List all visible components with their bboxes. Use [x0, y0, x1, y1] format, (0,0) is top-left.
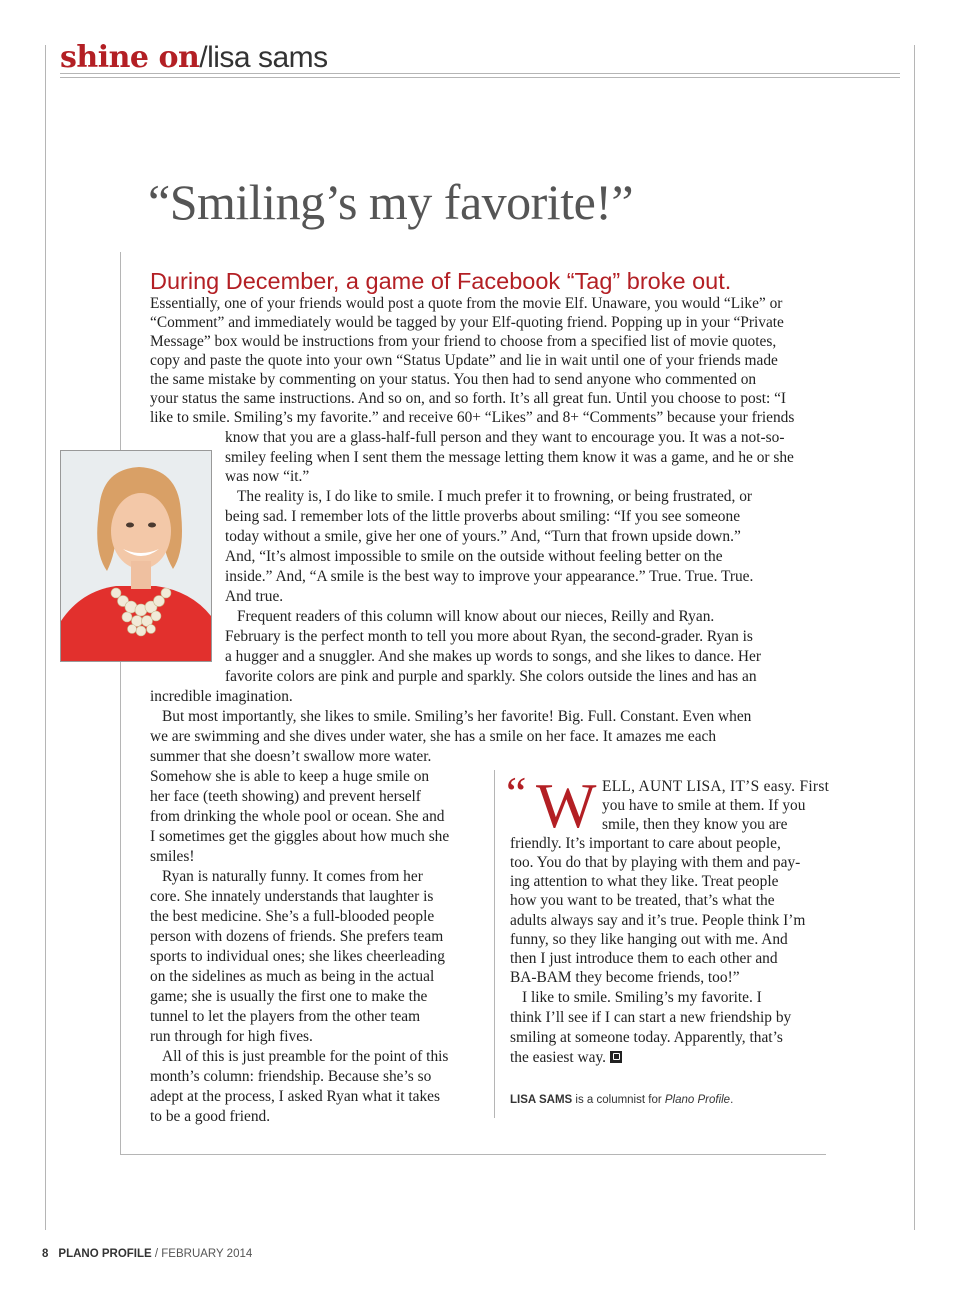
profile-logo-icon — [610, 1051, 622, 1063]
bio-text: is a columnist for — [572, 1094, 665, 1106]
body-line: “Comment” and immediately would be tagged by your Elf-quoting friend. Popping up in your “Private — [150, 314, 784, 331]
header-rule-bottom — [60, 77, 900, 78]
right-col-line: the easiest way. — [510, 1049, 607, 1066]
right-col-line: BA-BAM they become friends, too!” — [510, 969, 740, 986]
right-col-line: you have to smile at them. If you — [602, 797, 806, 814]
body-line: February is the perfect month to tell you more about Ryan, the second-grader. Ryan is — [225, 628, 753, 645]
left-col-line: month’s column: friendship. Because she’s so — [150, 1068, 432, 1085]
left-col-line: game; she is usually the first one to make the — [150, 988, 428, 1005]
right-col-line: smile, then they know you are — [602, 816, 788, 833]
bio-publication: Plano Profile — [664, 1094, 731, 1106]
open-quote-mark: “ — [506, 767, 527, 818]
body-line: And, “It’s almost impossible to smile on the outside without feeling better on the — [225, 548, 723, 565]
body-line: we are swimming and she dives under water, she has a smile on her face. It amazes me each — [150, 728, 717, 745]
body-line: smiley feeling when I sent them the message letting them know it was a game, and he or she — [225, 449, 794, 466]
author-photo — [60, 450, 212, 662]
right-col-line: then I just introduce them to each other and — [510, 950, 778, 967]
column-divider — [494, 770, 495, 1118]
body-line: know that you are a glass-half-full person and they want to encourage you. It was a not-so- — [225, 429, 785, 446]
left-col-line: to be a good friend. — [150, 1108, 271, 1125]
right-col-line: ELL, AUNT LISA, IT’S easy. First — [602, 778, 830, 795]
left-col-line: run through for high fives. — [150, 1028, 313, 1045]
left-col-line: on the sidelines as much as being in the actual — [150, 968, 435, 985]
columnist-name: /lisa sams — [199, 41, 328, 74]
article-title: “Smiling’s my favorite!” — [148, 174, 634, 230]
left-col-line: from drinking the whole pool or ocean. She and — [150, 808, 445, 825]
section-name: shine on — [60, 40, 200, 75]
body-line: Essentially, one of your friends would post a quote from the movie Elf. Unaware, you would “Like” or — [150, 295, 783, 312]
body-line: But most importantly, she likes to smile. Smiling’s her favorite! Big. Full. Constant. Even when — [162, 708, 752, 725]
bio-name: LISA SAMS — [510, 1094, 573, 1106]
body-line: today without a smile, give her one of yours.” And, “Turn that frown upside down.” — [225, 528, 741, 545]
article-frame-left — [120, 252, 121, 1155]
left-col-line: the best medicine. She’s a full-blooded people — [150, 908, 435, 925]
right-col-line: adults always say and it’s true. People think I’m — [510, 912, 806, 929]
right-col-line: I like to smile. Smiling’s my favorite. I — [522, 989, 762, 1006]
right-frame-rule — [914, 45, 915, 1230]
body-line: like to smile. Smiling’s my favorite.” and receive 60+ “Likes” and 8+ “Comments” because your friends — [150, 409, 795, 426]
page-footer — [42, 1248, 252, 1260]
body-line: And true. — [225, 588, 284, 605]
left-col-line: All of this is just preamble for the point of this — [162, 1048, 449, 1065]
author-bio — [510, 1094, 733, 1106]
right-col-line: think I’ll see if I can start a new friendship by — [510, 1009, 792, 1026]
left-col-line: Somehow she is able to keep a huge smile on — [150, 768, 430, 785]
body-line: The reality is, I do like to smile. I much prefer it to frowning, or being frustrated, or — [237, 488, 753, 505]
left-col-line: person with dozens of friends. She prefers team — [150, 928, 444, 945]
right-col-line: how you want to be treated, that’s what the — [510, 892, 775, 909]
footer-publication: PLANO PROFILE — [58, 1248, 152, 1260]
drop-cap: W — [536, 770, 597, 841]
body-line: favorite colors are pink and purple and sparkly. She colors outside the lines and has an — [225, 668, 757, 685]
left-col-line: smiles! — [150, 848, 195, 865]
right-col-last-line — [510, 1048, 622, 1068]
right-col-line: friendly. It’s important to care about people, — [510, 835, 781, 852]
right-col-line: ing attention to what they like. Treat people — [510, 873, 779, 890]
body-line: Frequent readers of this column will know about our nieces, Reilly and Ryan. — [237, 608, 715, 625]
left-col-line: I sometimes get the giggles about how much she — [150, 828, 450, 845]
left-col-line: core. She innately understands that laughter is — [150, 888, 434, 905]
body-line: summer that she doesn’t swallow more water. — [150, 748, 432, 765]
body-line: copy and paste the quote into your own “Status Update” and lie in wait until one of your friends made — [150, 352, 778, 369]
body-line: being sad. I remember lots of the little proverbs about smiling: “If you see someone — [225, 508, 741, 525]
left-col-line: sports to individual ones; she likes cheerleading — [150, 948, 445, 965]
left-col-line: adept at the process, I asked Ryan what it takes — [150, 1088, 441, 1105]
bio-end: . — [730, 1094, 734, 1106]
body-line: incredible imagination. — [150, 688, 293, 705]
left-col-line: her face (teeth showing) and prevent herself — [150, 788, 421, 805]
body-line: was now “it.” — [225, 468, 310, 485]
left-frame-rule — [45, 45, 46, 1230]
left-col-line: Ryan is naturally funny. It comes from her — [162, 868, 423, 885]
left-col-line: tunnel to let the players from the other team — [150, 1008, 421, 1025]
body-line: inside.” And, “A smile is the best way to improve your appearance.” True. True. True. — [225, 568, 754, 585]
page-number: 8 — [42, 1248, 49, 1260]
body-line: a hugger and a snuggler. And she makes up words to songs, and she likes to dance. Her — [225, 648, 761, 665]
body-line: the same mistake by commenting on your status. You then had to send anyone who commented on — [150, 371, 757, 388]
article-frame-bottom — [120, 1154, 826, 1155]
right-col-line: smiling at someone today. Apparently, that’s — [510, 1029, 783, 1046]
footer-date: / FEBRUARY 2014 — [151, 1248, 253, 1260]
body-line: your status the same instructions. And so on, and so forth. It’s all great fun. Until you choose to post: “I — [150, 390, 787, 407]
section-header — [60, 40, 328, 76]
article-deck: During December, a game of Facebook “Tag” broke out. — [150, 268, 732, 294]
right-col-line: too. You do that by playing with them and pay- — [510, 854, 801, 871]
right-col-line: funny, so they like hanging out with me. And — [510, 931, 788, 948]
body-line: Message” box would be instructions from your friend to choose from a specified list of movie quotes, — [150, 333, 777, 350]
